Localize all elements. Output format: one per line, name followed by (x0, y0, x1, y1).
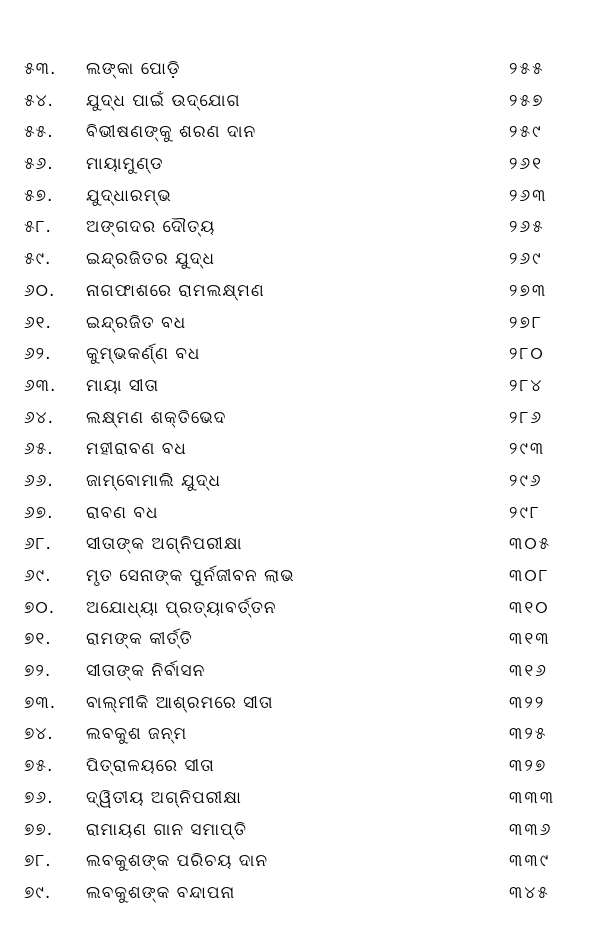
page-number: ୨୫୫ (509, 59, 545, 79)
chapter-title: ମୃତ ସେନାଙ୍କ ପୁର୍ନଜୀବନ ଲାଭ (86, 566, 295, 586)
chapter-title: ନାଗଫାଶରେ ରାମଲକ୍ଷ୍ମଣ (86, 280, 265, 301)
chapter-number: ୭୧. (24, 629, 52, 650)
toc-entry (0, 846, 600, 878)
chapter-number: ୭୫. (24, 756, 54, 777)
page-number: ୩୩୯ (509, 851, 551, 872)
page-number: ୨୬୫ (509, 217, 545, 238)
toc-entry (0, 815, 600, 847)
page-number: ୩୦୮ (509, 566, 550, 586)
toc-entry (0, 212, 600, 244)
toc-entry (0, 86, 600, 118)
page-number: ୨୮୪ (509, 375, 544, 396)
toc-entry (0, 54, 600, 86)
page-number: ୩୩୬ (509, 819, 553, 840)
chapter-title: ଲଙ୍କା ପୋଡ଼ି (86, 59, 181, 79)
toc-entry (0, 149, 600, 181)
page-number: ୨୯୬ (509, 470, 543, 491)
toc-entry (0, 466, 600, 498)
page-number: ୩୨୫ (509, 724, 548, 745)
chapter-title: ଯୁଦ୍ଧ ପାଇଁ ଉଦ୍‌ଯୋଗ (86, 90, 241, 111)
page-number: ୩୧୩ (509, 629, 551, 650)
chapter-title: ପିତ୍ରାଳୟରେ ସୀତା (86, 756, 215, 777)
chapter-number: ୫୭. (24, 185, 54, 206)
toc-entry (0, 593, 600, 625)
toc-entry (0, 244, 600, 276)
page-number: ୨୮୬ (509, 407, 544, 428)
page-number: ୩୩୩ (509, 787, 556, 808)
chapter-title: ମହୀରାବଣ ବଧ (86, 439, 187, 460)
toc-entry (0, 117, 600, 149)
chapter-number: ୫୪. (24, 90, 54, 111)
toc-entry (0, 339, 600, 371)
toc-entry (0, 656, 600, 688)
page-number: ୨୬୯ (509, 249, 543, 270)
toc-entry (0, 751, 600, 783)
toc-entry (0, 403, 600, 435)
toc-entry (0, 719, 600, 751)
chapter-number: ୬୦. (24, 280, 56, 301)
chapter-title: କୁମ୍ଭକର୍ଣ୍ଣ ବଧ (86, 344, 201, 365)
chapter-title: ଲବକୁଶ ଜନ୍ମ (86, 724, 188, 745)
toc-entry (0, 529, 600, 561)
table-of-contents (0, 54, 600, 910)
chapter-title: ରାମାୟଣ ଗାନ ସମାପ୍ତି (86, 819, 247, 840)
chapter-number: ୭୭. (24, 819, 54, 840)
chapter-number: ୭୪. (24, 724, 54, 745)
chapter-number: ୫୯. (24, 249, 52, 270)
chapter-number: ୫୩. (24, 59, 57, 79)
chapter-number: ୫୮. (24, 217, 52, 238)
chapter-title: ଯୁଦ୍ଧାରମ୍ଭ (86, 185, 172, 206)
page-number: ୨୫୯ (509, 122, 543, 143)
chapter-number: ୬୭. (24, 502, 54, 523)
toc-entry (0, 878, 600, 910)
chapter-number: ୭୬. (24, 787, 54, 808)
page-number: ୩୧୦ (509, 597, 550, 618)
page-number: ୩୦୫ (509, 534, 552, 555)
chapter-title: ଦ୍ୱିତୀୟ ଅଗ୍ନିପରୀକ୍ଷା (86, 787, 242, 808)
toc-entry (0, 688, 600, 720)
chapter-title: ବାଲ୍ମୀକି ଆଶ୍ରମରେ ସୀତା (86, 692, 274, 713)
chapter-title: ଲବକୁଶଙ୍କ ପରିଚୟ ଦାନ (86, 851, 269, 872)
page-number: ୨୭୮ (509, 312, 543, 333)
chapter-title: ଲବକୁଶଙ୍କ ବନ୍ଦାପନା (86, 882, 236, 903)
page-number: ୩୨୭ (509, 756, 548, 777)
page-number: ୨୫୭ (509, 90, 545, 111)
page-number: ୨୬୧ (509, 154, 543, 175)
chapter-title: ସୀତାଙ୍କ ଅଗ୍ନିପରୀକ୍ଷା (86, 534, 243, 555)
toc-entry (0, 498, 600, 530)
chapter-title: ସୀତାଙ୍କ ନିର୍ବାସନ (86, 661, 206, 682)
chapter-number: ୫୬. (24, 154, 54, 175)
toc-entry (0, 561, 600, 593)
chapter-title: ବିଭୀଷଣଙ୍କୁ ଶରଣ ଦାନ (86, 122, 257, 143)
page-number: ୩୪୫ (509, 882, 550, 903)
chapter-number: ୬୫. (24, 439, 54, 460)
chapter-title: ମାୟାମୁଣ୍ଡ (86, 154, 164, 175)
toc-entry (0, 181, 600, 213)
chapter-title: ମାୟା ସୀତା (86, 375, 160, 396)
chapter-number: ୭୮. (24, 851, 52, 872)
chapter-number: ୭୦. (24, 597, 56, 618)
chapter-title: ରାମଙ୍କ କୀର୍ତ୍ତି (86, 629, 193, 650)
chapter-title: ଅଯୋଧ୍ୟା ପ୍ରତ୍ୟାବର୍ତ୍ତନ (86, 597, 277, 618)
chapter-number: ୭୩. (24, 692, 57, 713)
chapter-title: ଅଙ୍ଗଦର ଦୌତ୍ୟ (86, 217, 216, 238)
chapter-title: ଇନ୍ଦ୍ରଜିତ ବଧ (86, 312, 187, 333)
chapter-title: ଲକ୍ଷ୍ମଣ ଶକ୍ତିଭେଦ (86, 407, 227, 428)
toc-entry (0, 308, 600, 340)
page-number: ୩୧୬ (509, 661, 548, 682)
chapter-number: ୬୧. (24, 312, 52, 333)
chapter-title: ଜାମ୍ବୋମାଲି ଯୁଦ୍ଧ (86, 470, 222, 491)
chapter-number: ୭୯. (24, 882, 52, 903)
chapter-number: ୭୨. (24, 661, 52, 682)
chapter-number: ୬୯. (24, 566, 52, 586)
page-number: ୨୯୩ (509, 439, 546, 460)
toc-entry (0, 624, 600, 656)
chapter-number: ୬୪. (24, 407, 54, 428)
page-number: ୨୯୮ (509, 502, 541, 523)
chapter-number: ୬୩. (24, 375, 57, 396)
chapter-number: ୬୬. (24, 470, 54, 491)
page-number: ୨୮୦ (509, 344, 545, 365)
page-number: ୨୬୩ (509, 185, 548, 206)
toc-entry (0, 276, 600, 308)
chapter-title: ରାବଣ ବଧ (86, 502, 159, 523)
toc-entry (0, 783, 600, 815)
chapter-number: ୫୫. (24, 122, 54, 143)
toc-entry (0, 371, 600, 403)
chapter-number: ୬୨. (24, 344, 52, 365)
page-number: ୩୨୨ (509, 692, 546, 713)
chapter-number: ୬୮. (24, 534, 52, 555)
toc-entry (0, 434, 600, 466)
chapter-title: ଇନ୍ଦ୍ରଜିତର ଯୁଦ୍ଧ (86, 249, 215, 270)
page-number: ୨୭୩ (509, 280, 548, 301)
